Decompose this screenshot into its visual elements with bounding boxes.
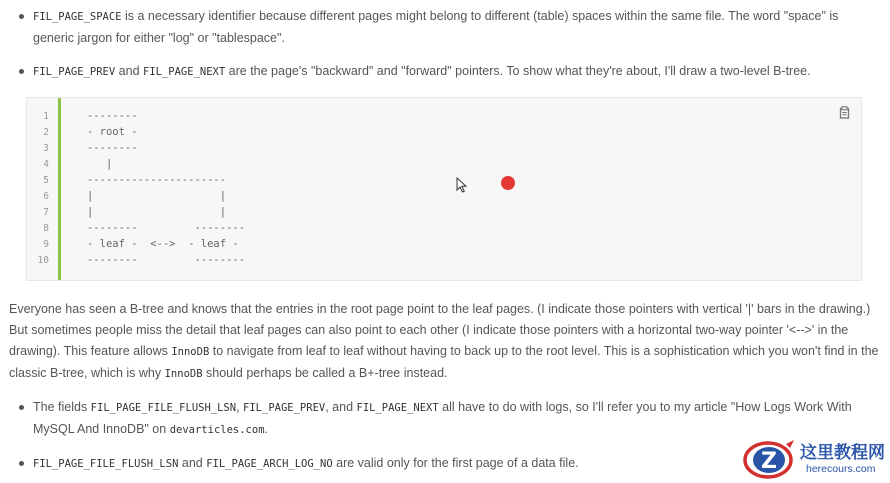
text-run: Everyone has seen a B-tree and knows that the entries in the root page point to the leaf pages. (I indicate those pointers with vertical '|' bars in the drawing.) But sometimes people miss the detail that leaf pages can also point to each other (I indicate those pointers with a horizontal two-way pointer '<-->' in the drawing). This feature allows bbox=[9, 302, 871, 358]
code-line: | bbox=[87, 158, 113, 170]
inline-code: FIL_PAGE_NEXT bbox=[356, 402, 439, 414]
bullet-item bbox=[0, 61, 890, 83]
inline-code: devarticles.com bbox=[169, 424, 265, 436]
code-line: -------- bbox=[87, 110, 138, 122]
code-line: - leaf - <--> - leaf - bbox=[87, 238, 239, 250]
code-block bbox=[26, 97, 862, 281]
watermark-url: herecours.com bbox=[806, 463, 876, 475]
text-run: and bbox=[115, 64, 143, 78]
code-line: - root - bbox=[87, 126, 138, 138]
line-number-gutter bbox=[27, 98, 58, 280]
text-run: are the page's "backward" and "forward" pointers. To show what they're about, I'll draw a two-level B-tree. bbox=[225, 64, 811, 78]
watermark-logo-icon bbox=[742, 436, 798, 482]
text-run: is a necessary identifier because different pages might belong to different (table) spaces within the same file. The word "space" is generic jargon for either "log" or "tablespace". bbox=[33, 9, 839, 45]
text-run: The fields bbox=[33, 400, 91, 414]
code-line: -------- -------- bbox=[87, 254, 246, 266]
inline-code: FIL_PAGE_SPACE bbox=[33, 11, 122, 23]
top-bullet-list bbox=[0, 6, 890, 83]
inline-code: FIL_PAGE_NEXT bbox=[143, 66, 226, 78]
line-number: 5 bbox=[43, 175, 49, 186]
text-run: , and bbox=[325, 400, 357, 414]
code-line: ---------------------- bbox=[87, 174, 227, 186]
line-number: 2 bbox=[43, 127, 49, 138]
text-run: , bbox=[236, 400, 244, 414]
inline-code: FIL_PAGE_FILE_FLUSH_LSN bbox=[90, 402, 237, 414]
line-number: 8 bbox=[43, 223, 49, 234]
text-run: are valid only for the first page of a data file. bbox=[332, 456, 579, 470]
inline-code: FIL_PAGE_PREV bbox=[33, 66, 116, 78]
line-number: 6 bbox=[43, 191, 49, 202]
inline-code: FIL_PAGE_PREV bbox=[243, 402, 326, 414]
click-marker bbox=[501, 176, 515, 190]
text-run: . bbox=[264, 422, 269, 436]
watermark-title: 这里教程网 bbox=[800, 443, 885, 463]
code-accent-bar bbox=[58, 98, 61, 280]
body-paragraph bbox=[9, 299, 879, 385]
copy-code-button[interactable] bbox=[836, 104, 852, 120]
code-line: | | bbox=[87, 190, 227, 202]
inline-code: FIL_PAGE_FILE_FLUSH_LSN bbox=[33, 458, 179, 470]
code-line: -------- -------- bbox=[87, 222, 246, 234]
text-run: and bbox=[178, 456, 207, 470]
mouse-pointer-icon bbox=[456, 177, 468, 193]
line-number: 3 bbox=[43, 143, 49, 154]
text-run: to navigate from leaf to leaf without having to back up to the root level. This is a sophistication which you won't find in the classic B-tree, which is why bbox=[9, 344, 879, 380]
site-watermark bbox=[742, 436, 890, 483]
code-line: -------- bbox=[87, 142, 138, 154]
text-run: should perhaps be called a B+-tree instead. bbox=[202, 366, 448, 380]
line-number: 9 bbox=[43, 239, 49, 250]
line-number: 4 bbox=[43, 159, 49, 170]
line-number: 1 bbox=[43, 111, 49, 122]
inline-code: FIL_PAGE_ARCH_LOG_NO bbox=[206, 458, 333, 470]
svg-text:Z: Z bbox=[761, 449, 777, 474]
bullet-item bbox=[0, 397, 890, 441]
bullet-item bbox=[0, 6, 890, 49]
copy-icon bbox=[838, 106, 850, 119]
inline-code: InnoDB bbox=[171, 346, 210, 358]
code-line: | | bbox=[87, 206, 227, 218]
line-number: 10 bbox=[37, 255, 49, 266]
inline-code: InnoDB bbox=[164, 368, 203, 380]
line-number: 7 bbox=[43, 207, 49, 218]
text-run: all have to do with logs, so I'll refer you to my article "How Logs Work With MySQL And InnoDB" on bbox=[33, 400, 852, 436]
